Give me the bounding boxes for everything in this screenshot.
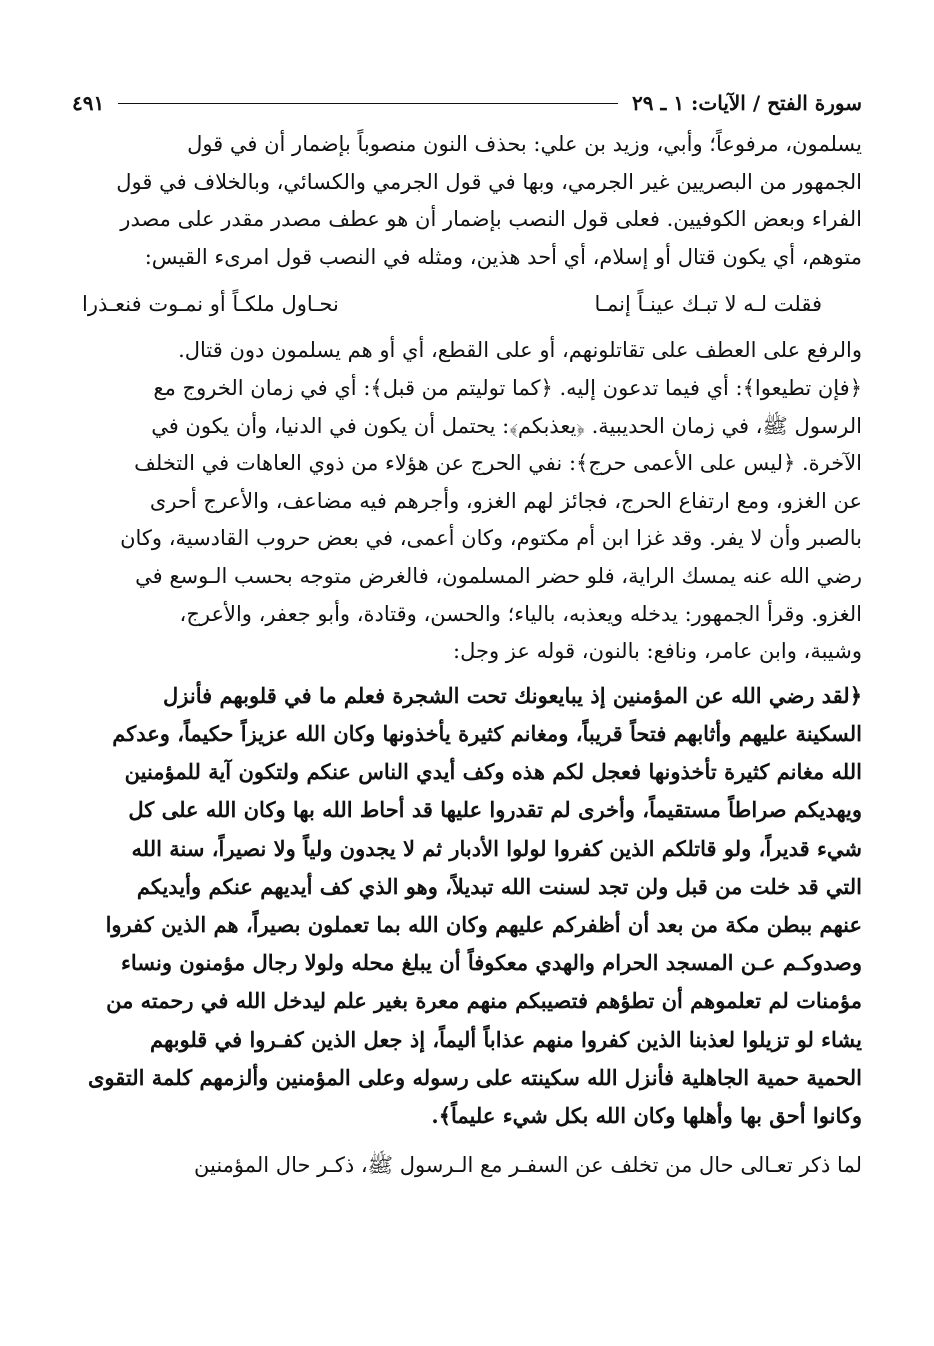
text-line: الغزو. وقرأ الجمهور: يدخله ويعذبه، بالياء؛ والحسن، وقتادة، وأبو جعفر، والأعرج، <box>179 601 862 626</box>
quran-line: ﴿لقد رضي الله عن المؤمنين إذ يبايعونك تحت الشجرة فعلم ما في قلوبهم فأنزل <box>163 682 862 708</box>
page-number: ٤٩١ <box>72 91 105 115</box>
text-line: متوهم، أي يكون قتال أو إسلام، أي أحد هذين، ومثله في النصب قول امرىء القيس: <box>144 244 862 269</box>
surah-title: سورة الفتح / الآيات: ١ ـ ٢٩ <box>632 91 862 115</box>
paragraph-1 <box>72 126 862 276</box>
quran-line: يشاء لو تزيلوا لعذبنا الذين كفروا منهم عذاباً أليماً، إذ جعل الذين كفـروا في قلوبهم <box>149 1026 862 1052</box>
text-line: ﴿فإن تطيعوا﴾: أي فيما تدعون إليه. ﴿كما توليتم من قبل﴾: أي في زمان الخروج مع <box>153 375 862 400</box>
text-line: والرفع على العطف على تقاتلونهم، أو على القطع، أي أو هم يسلمون دون قتال. <box>178 338 862 363</box>
text-line: رضي الله عنه يمسك الراية، فلو حضر المسلمون، فالغرض متوجه بحسب الـوسع في <box>135 563 862 588</box>
verse-second-hemistich: نحـاول ملكـاً أو نمـوت فنعـذرا <box>82 292 339 317</box>
running-header <box>72 86 862 120</box>
text-line: الآخرة. ﴿ليس على الأعمى حرج﴾: نفي الحرج عن هؤلاء من ذوي العاهات في التخلف <box>134 451 862 476</box>
quran-line: وكانوا أحق بها وأهلها وكان الله بكل شيء عليماً﴾. <box>431 1102 862 1128</box>
text-line: عن الغزو، ومع ارتفاع الحرج، فجائز لهم الغزو، وأجرهم فيه مضاعف، والأعرج أحرى <box>149 488 862 513</box>
poetry-verse <box>72 280 862 328</box>
quran-line: شيء قديراً، ولو قاتلكم الذين كفروا لولوا الأدبار ثم لا يجدون ولياً ولا نصيراً، سنة الله <box>131 835 862 861</box>
verse-first-hemistich: فقلت لـه لا تبـك عينـاً إنمـا <box>594 292 822 317</box>
header-rule <box>118 103 618 104</box>
paragraph-2 <box>72 332 862 670</box>
text-line: الجمهور من البصريين غير الجرمي، وبها في قول الجرمي والكسائي، وبالخلاف في قول <box>116 169 862 194</box>
quran-line: الحمية حمية الجاهلية فأنزل الله سكينته على رسوله وعلى المؤمنين وألزمهم كلمة التقوى <box>88 1064 862 1090</box>
quran-line: مؤمنات لم تعلموهم أن تطؤهم فتصيبكم منهم معرة بغير علم ليدخل الله في رحمته من <box>106 988 862 1014</box>
quran-line: ويهديكم صراطاً مستقيماً، وأخرى لم تقدروا عليها قد أحاط الله بها وكان الله على كل <box>128 797 862 823</box>
quran-line: السكينة عليهم وأثابهم فتحاً قريباً، ومغانم كثيرة يأخذونها وكان الله عزيزاً حكيماً، وعدكم <box>112 720 862 746</box>
quran-line: التي قد خلت من قبل ولن تجد لسنت الله تبديلاً، وهو الذي كف أيديهم عنكم وأيديكم <box>136 873 862 899</box>
text-line: بالصبر وأن لا يفر. وقد غزا ابن أم مكتوم، وكان أعمى، في بعض حروب القادسية، وكان <box>120 526 862 551</box>
text-line: لما ذكر تعـالى حال من تخلف عن السفـر مع الـرسول ﷺ، ذكـر حال المؤمنين <box>194 1153 862 1178</box>
text-line: الرسول ﷺ، في زمان الحديبية. ﴿يعذبكم﴾: يحتمل أن يكون في الدنيا، وأن يكون في <box>151 413 862 438</box>
quran-line: الله مغانم كثيرة تأخذونها فعجل لكم هذه وكف أيدي الناس عنكم ولتكون آية للمؤمنين <box>124 759 862 785</box>
quran-line: عنهم ببطن مكة من بعد أن أظفركم عليهم وكان الله بما تعملون بصيراً، هم الذين كفروا <box>105 911 862 937</box>
text-line: الفراء وبعض الكوفيين. فعلى قول النصب بإضمار أن هو عطف مصدر مقدر على مصدر <box>120 207 862 232</box>
quran-line: وصدوكـم عـن المسجد الحرام والهدي معكوفاً أن يبلغ محله ولولا رجال مؤمنون ونساء <box>120 950 862 976</box>
page-content <box>72 86 862 1185</box>
quran-passage <box>72 677 862 1135</box>
text-line: يسلمون، مرفوعاً؛ وأبي، وزيد بن علي: بحذف النون منصوباً بإضمار أن في قول <box>187 132 862 156</box>
closing-paragraph <box>72 1147 862 1185</box>
text-line: وشيبة، وابن عامر، ونافع: بالنون، قوله عز وجل: <box>453 639 862 664</box>
